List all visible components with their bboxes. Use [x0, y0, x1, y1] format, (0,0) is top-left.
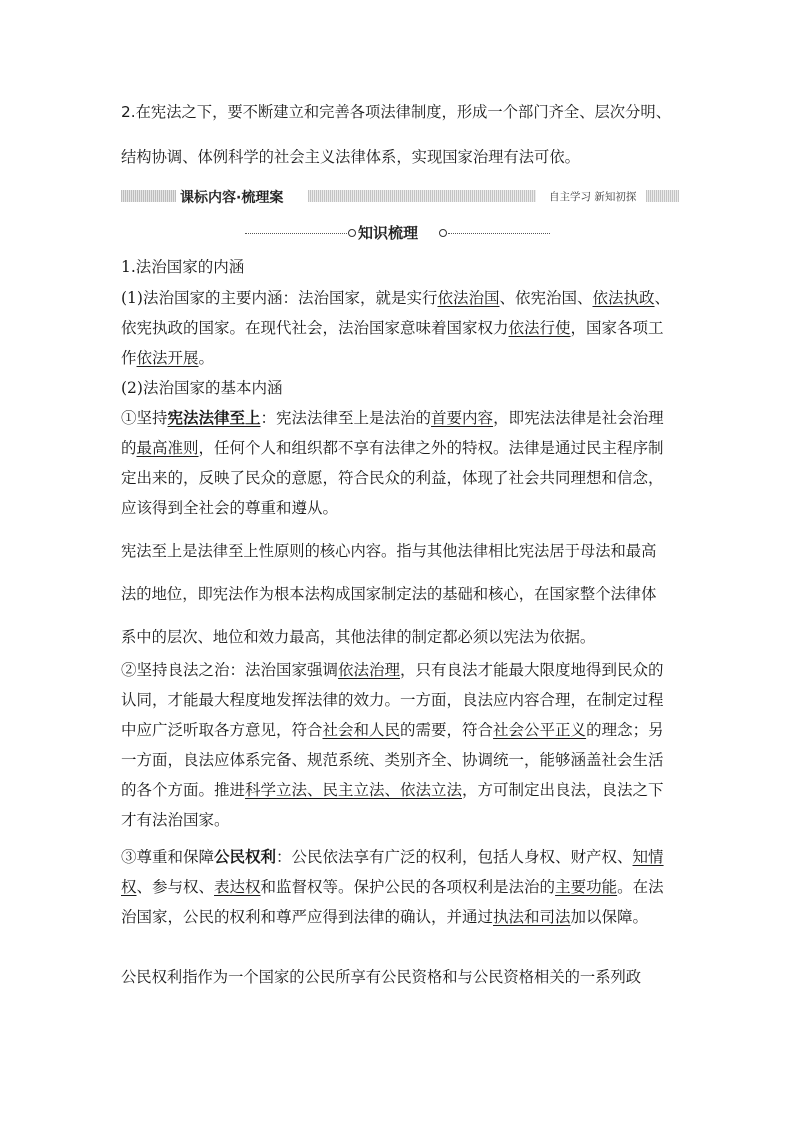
- key-term-bold: 宪法法律至上: [167, 408, 261, 427]
- text-span: ，任何个人和组织都不享有法律之外的特权。法律是通过民主程序制: [198, 439, 664, 457]
- text-span: ①坚持: [121, 409, 168, 427]
- section-1-title: 1.法治国家的内涵: [121, 258, 245, 276]
- text-span: ：宪法法律至上是法治的: [260, 409, 432, 427]
- text-span: ：公民依法享有广泛的权利，包括人身权、财产权、: [276, 848, 633, 866]
- p4-line-4: 一方面，良法应体系完备、规范系统、类别齐全、协调统一，能够涵盖社会生活: [121, 751, 664, 769]
- knowledge-heading: [245, 222, 550, 242]
- text-span: ③尊重和保障: [121, 848, 215, 866]
- key-term: 社会公平正义: [493, 721, 587, 739]
- p4-line-1: [121, 658, 664, 680]
- key-term: 科学立法、民主立法、依法立法: [245, 781, 463, 799]
- text-span: 依宪执政的国家。在现代社会，法治国家意味着国家权力: [121, 319, 509, 337]
- text-span: 的需要，符合: [400, 721, 494, 739]
- text-span: ，即宪法法律是社会治理: [493, 409, 664, 427]
- text-span: ，国家各项工: [570, 319, 664, 337]
- note1-line-2: 法的地位，即宪法作为根本法构成国家制定法的基础和核心，在国家整个法律体: [121, 585, 657, 603]
- p3-line-1: [121, 406, 664, 428]
- text-span: 、: [654, 289, 671, 307]
- p3-line-4: 应该得到全社会的尊重和遵从。: [121, 499, 339, 517]
- note2-line-1: 公民权利指作为一个国家的公民所享有公民资格和与公民资格相关的一系列政: [121, 968, 642, 986]
- key-term: 表达权: [214, 878, 261, 896]
- key-term: 依法行使: [508, 319, 571, 337]
- p4-line-5: [121, 778, 664, 800]
- text-span: 作: [121, 349, 137, 367]
- intro-line-1: 2.在宪法之下，要不断建立和完善各项法律制度，形成一个部门齐全、层次分明、: [121, 103, 671, 121]
- banner-stripe-middle: [308, 190, 536, 202]
- p5-line-1: [121, 845, 664, 867]
- text-span: (1)法治国家的主要内涵：法治国家，就是实行: [121, 289, 438, 307]
- text-span: 。: [198, 349, 215, 367]
- text-span: 治国家，公民的权利和尊严应得到法律的确认，并通过: [121, 908, 494, 926]
- p1-line-1: [121, 286, 670, 308]
- text-span: 。在法: [617, 878, 664, 896]
- p4-line-3: [121, 718, 664, 740]
- text-span: 的: [121, 439, 137, 457]
- text-span: ②坚持良法之治：法治国家强调: [121, 661, 339, 679]
- key-term: 主要功能: [555, 878, 618, 896]
- key-term: 依法执政: [592, 289, 655, 307]
- p5-line-2: [121, 875, 664, 897]
- note1-line-1: 宪法至上是法律至上性原则的核心内容。指与其他法律相比宪法居于母法和最高: [121, 542, 657, 560]
- p1-line-3: [121, 346, 214, 368]
- key-term: 社会和人民: [322, 721, 401, 739]
- text-span: 加以保障。: [570, 908, 649, 926]
- banner-stripe-left: [121, 190, 176, 202]
- heading-circle-icon: [439, 229, 447, 237]
- key-term: 知情: [632, 848, 664, 866]
- heading-dotted-rule-right: [448, 233, 550, 234]
- heading-dotted-rule-left: [245, 233, 347, 234]
- key-term: 依法开展: [136, 349, 199, 367]
- text-span: 中应广泛听取各方意见，符合: [121, 721, 323, 739]
- banner-title: 课标内容·梳理案: [180, 190, 284, 206]
- p4-line-6: 才有法治国家。: [121, 811, 230, 829]
- heading-label: 知识梳理: [358, 224, 419, 242]
- key-term-bold: 公民权利: [214, 847, 277, 866]
- key-term: 依法治理: [338, 661, 401, 679]
- heading-circle-icon: [348, 229, 356, 237]
- banner-stripe-right: [646, 190, 679, 202]
- text-span: 和监督权等。保护公民的各项权利是法治的: [260, 878, 556, 896]
- text-span: ，方可制定出良法，良法之下: [462, 781, 664, 799]
- key-term: 执法和司法: [493, 908, 571, 926]
- intro-line-2: 结构协调、体例科学的社会主义法律体系，实现国家治理有法可依。: [121, 148, 580, 166]
- key-term: 最高准则: [136, 439, 199, 457]
- p3-line-2: [121, 436, 664, 458]
- text-span: 、依宪治国、: [499, 289, 593, 307]
- text-span: 的各个方面。推进: [121, 781, 246, 799]
- section-banner: [121, 188, 679, 204]
- p5-line-3: [121, 905, 648, 927]
- text-span: 的理念；另: [586, 721, 664, 739]
- p4-line-2: 认同，才能最大程度地发挥法律的效力。一方面，良法应内容合理，在制定过程: [121, 691, 664, 709]
- note1-line-3: 系中的层次、地位和效力最高，其他法律的制定都必须以宪法为依据。: [121, 628, 596, 646]
- text-span: 、参与权、: [136, 878, 215, 896]
- banner-subtitle: 自主学习 新知初探: [549, 191, 637, 203]
- p1-line-2: [121, 316, 664, 338]
- p2-title: (2)法治国家的基本内涵: [121, 379, 283, 397]
- p3-line-3: 定出来的，反映了民众的意愿，符合民众的利益，体现了社会共同理想和信念，: [121, 469, 664, 487]
- key-term: 首要内容: [431, 409, 494, 427]
- text-span: ，只有良法才能最大限度地得到民众的: [400, 661, 664, 679]
- key-term: 依法治国: [437, 289, 500, 307]
- key-term: 权: [121, 878, 137, 896]
